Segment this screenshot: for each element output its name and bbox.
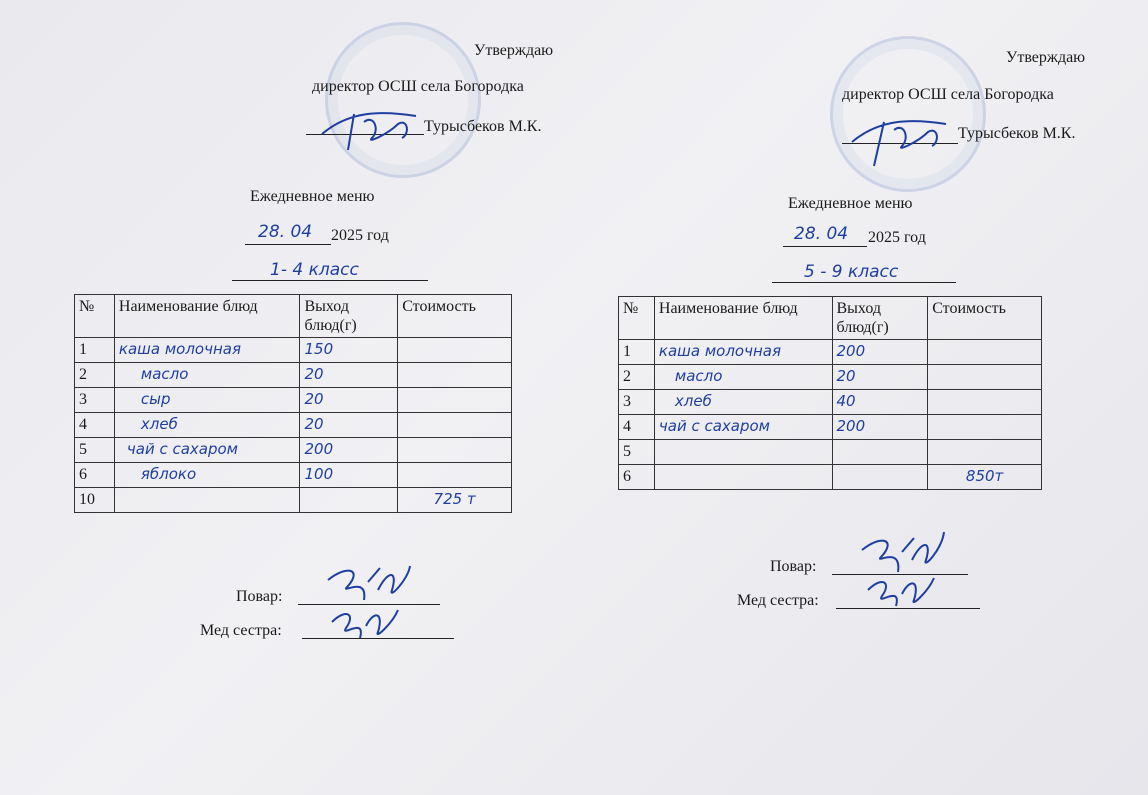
nurse-label: Мед сестра: <box>200 622 282 639</box>
table-row <box>619 390 1042 415</box>
director-position: директор ОСШ села Богородка <box>312 78 524 95</box>
row-output: 200 <box>832 415 928 440</box>
row-cost <box>928 340 1042 365</box>
row-num: 5 <box>619 440 655 465</box>
table-row <box>619 365 1042 390</box>
director-name: Турысбеков М.К. <box>424 118 542 135</box>
row-cost: 725 т <box>398 488 512 513</box>
nurse-signature <box>862 572 942 612</box>
grade-line <box>232 280 428 281</box>
row-num: 2 <box>619 365 655 390</box>
row-num: 4 <box>619 415 655 440</box>
row-num: 1 <box>75 338 115 363</box>
row-dish: чай с сахаром <box>114 438 300 463</box>
row-output <box>832 465 928 490</box>
row-dish: масло <box>654 365 832 390</box>
row-dish <box>114 488 300 513</box>
row-output <box>832 440 928 465</box>
row-num: 3 <box>619 390 655 415</box>
cook-label: Повар: <box>236 588 283 605</box>
menu-date: 28. 04 <box>258 222 313 242</box>
grade-line <box>772 282 956 283</box>
table-row <box>75 438 512 463</box>
row-num: 10 <box>75 488 115 513</box>
row-output: 20 <box>832 365 928 390</box>
row-dish: хлеб <box>114 413 300 438</box>
header-cost: Стоимость <box>398 295 512 338</box>
row-cost <box>398 388 512 413</box>
header-cost: Стоимость <box>928 297 1042 340</box>
row-output: 20 <box>300 388 398 413</box>
row-cost <box>398 413 512 438</box>
row-dish: сыр <box>114 388 300 413</box>
header-num: № <box>619 297 655 340</box>
table-row-total <box>75 488 512 513</box>
menu-title: Ежедневное меню <box>250 188 375 205</box>
grade-label: 5 - 9 класс <box>804 262 899 282</box>
director-name: Турысбеков М.К. <box>958 125 1076 142</box>
approve-label: Утверждаю <box>474 42 554 59</box>
row-dish: каша молочная <box>114 338 300 363</box>
row-dish: масло <box>114 363 300 388</box>
row-num: 6 <box>75 463 115 488</box>
row-cost: 850т <box>928 465 1042 490</box>
director-signature <box>848 108 958 170</box>
row-output: 200 <box>832 340 928 365</box>
row-num: 6 <box>619 465 655 490</box>
row-output: 200 <box>300 438 398 463</box>
row-dish <box>654 440 832 465</box>
row-dish <box>654 465 832 490</box>
menu-title: Ежедневное меню <box>788 195 913 212</box>
row-output: 20 <box>300 363 398 388</box>
row-num: 1 <box>619 340 655 365</box>
director-signature <box>318 104 428 156</box>
table-row <box>75 413 512 438</box>
date-line <box>245 244 331 245</box>
row-cost <box>398 438 512 463</box>
row-output: 150 <box>300 338 398 363</box>
table-row <box>75 463 512 488</box>
table-row <box>75 363 512 388</box>
grade-label: 1- 4 класс <box>270 260 359 280</box>
table-row <box>75 338 512 363</box>
table-row <box>619 440 1042 465</box>
table-row-total <box>619 465 1042 490</box>
year-label: 2025 год <box>868 229 926 246</box>
header-name: Наименование блюд <box>114 295 300 338</box>
row-num: 2 <box>75 363 115 388</box>
menu-date: 28. 04 <box>794 224 849 244</box>
table-row <box>75 388 512 413</box>
row-dish: хлеб <box>654 390 832 415</box>
cook-label: Повар: <box>770 558 817 575</box>
table-row <box>619 340 1042 365</box>
row-dish: чай с сахаром <box>654 415 832 440</box>
row-dish: каша молочная <box>654 340 832 365</box>
cook-signature <box>318 560 418 610</box>
header-output: Выход блюд(г) <box>832 297 928 340</box>
date-line <box>783 246 867 247</box>
approve-label: Утверждаю <box>1006 49 1086 66</box>
right-menu-table <box>618 296 1042 490</box>
row-output: 40 <box>832 390 928 415</box>
nurse-signature <box>326 604 406 644</box>
row-cost <box>928 365 1042 390</box>
row-cost <box>398 463 512 488</box>
table-header-row <box>619 297 1042 340</box>
row-output <box>300 488 398 513</box>
header-name: Наименование блюд <box>654 297 832 340</box>
row-cost <box>928 415 1042 440</box>
row-output: 100 <box>300 463 398 488</box>
row-output: 20 <box>300 413 398 438</box>
row-cost <box>398 363 512 388</box>
nurse-label: Мед сестра: <box>737 592 819 609</box>
row-num: 4 <box>75 413 115 438</box>
row-dish: яблоко <box>114 463 300 488</box>
row-cost <box>928 440 1042 465</box>
row-num: 3 <box>75 388 115 413</box>
header-num: № <box>75 295 115 338</box>
row-cost <box>928 390 1042 415</box>
left-menu-table <box>74 294 512 513</box>
row-cost <box>398 338 512 363</box>
table-header-row <box>75 295 512 338</box>
header-output: Выход блюд(г) <box>300 295 398 338</box>
row-num: 5 <box>75 438 115 463</box>
year-label: 2025 год <box>331 227 389 244</box>
table-row <box>619 415 1042 440</box>
director-position: директор ОСШ села Богородка <box>842 86 1054 103</box>
